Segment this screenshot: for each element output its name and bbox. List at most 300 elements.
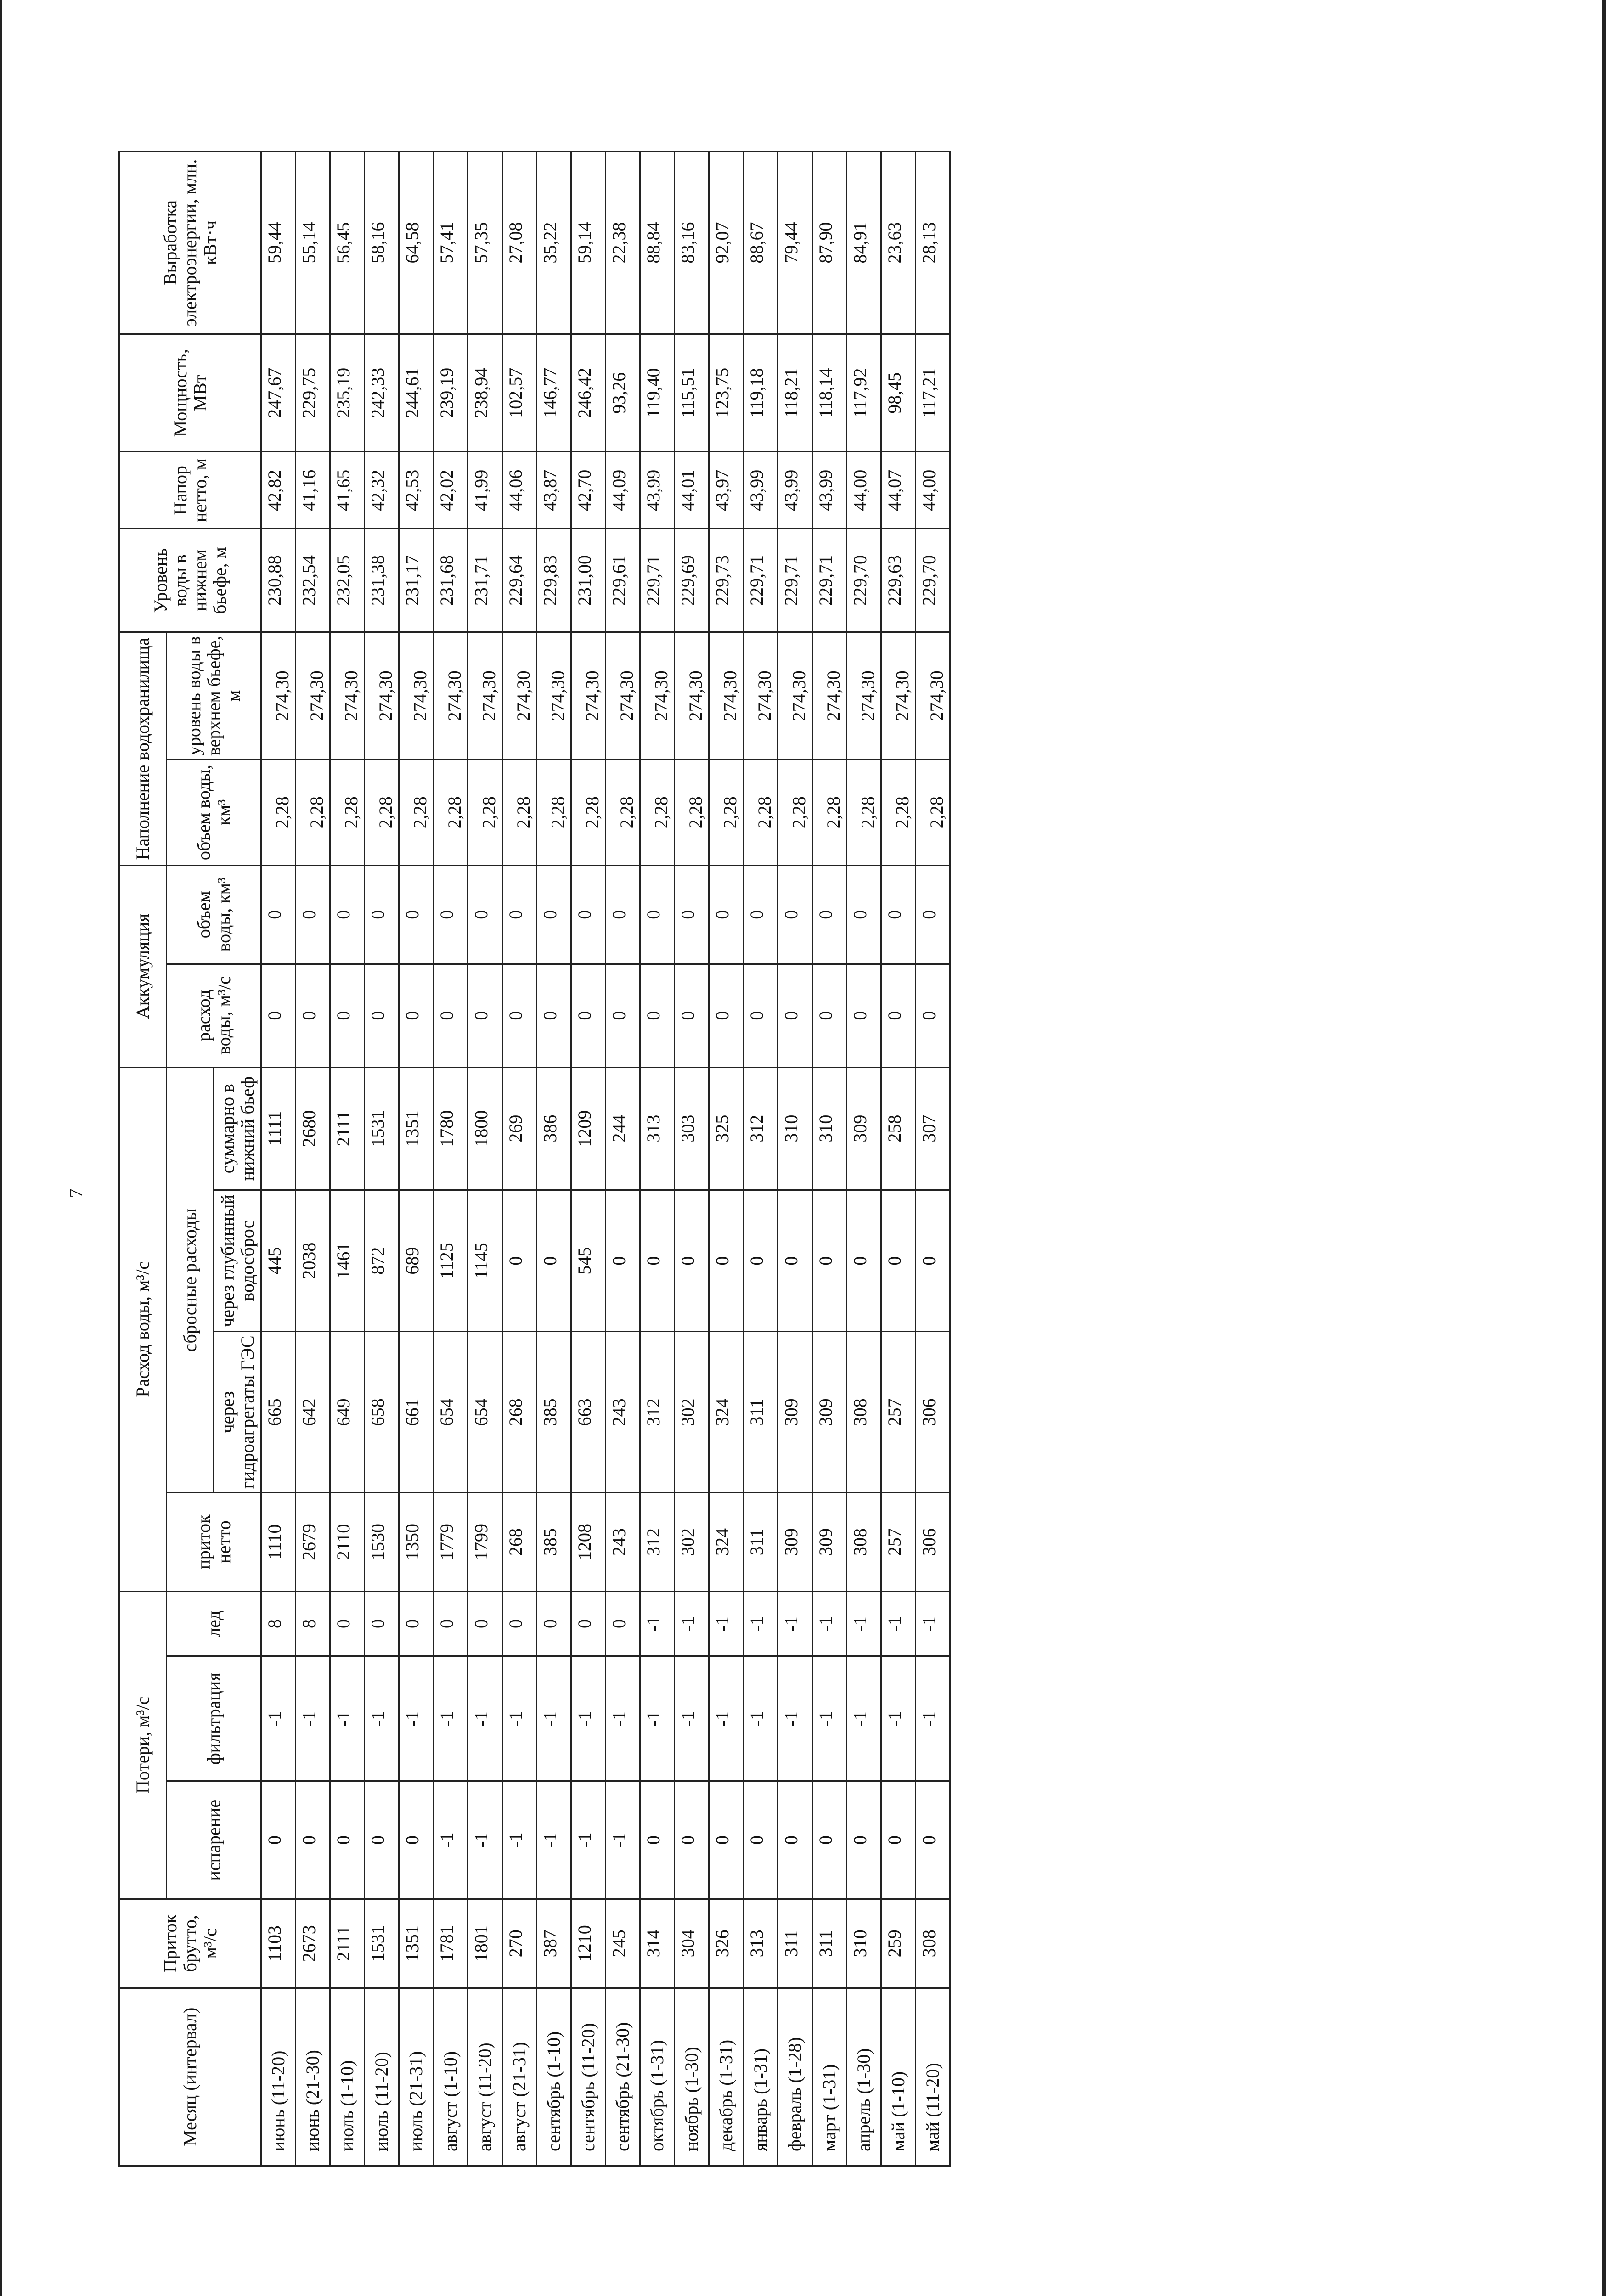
cell-total: 303 [675, 1067, 709, 1190]
cell-total: 1111 [261, 1067, 296, 1190]
cell-acc-v: 0 [709, 865, 744, 964]
header-energy: Выработка электроэнергии, млн. кВт·ч [119, 152, 261, 334]
cell-res-v: 2,28 [847, 760, 881, 865]
cell-res-v: 2,28 [365, 760, 399, 865]
cell-head: 44,00 [847, 452, 881, 529]
cell-brutto: 2673 [296, 1899, 330, 1988]
cell-energy: 83,16 [675, 152, 709, 334]
cell-res-v: 2,28 [399, 760, 434, 865]
cell-filt: -1 [778, 1656, 812, 1781]
cell-brutto: 311 [812, 1899, 847, 1988]
cell-acc-q: 0 [709, 964, 744, 1067]
cell-spill: 1145 [468, 1190, 502, 1332]
cell-acc-q: 0 [675, 964, 709, 1067]
cell-acc-q: 0 [296, 964, 330, 1067]
cell-acc-q: 0 [847, 964, 881, 1067]
cell-total: 310 [778, 1067, 812, 1190]
cell-ges: 268 [502, 1332, 537, 1493]
cell-ges: 642 [296, 1332, 330, 1493]
cell-energy: 88,67 [744, 152, 778, 334]
cell-res-v: 2,28 [916, 760, 950, 865]
cell-netto: 312 [640, 1493, 675, 1592]
cell-evap: 0 [709, 1781, 744, 1899]
cell-brutto: 308 [916, 1899, 950, 1988]
cell-power: 146,77 [537, 334, 571, 452]
cell-total: 386 [537, 1067, 571, 1190]
cell-acc-q: 0 [640, 964, 675, 1067]
cell-power: 229,75 [296, 334, 330, 452]
cell-spill: 2038 [296, 1190, 330, 1332]
cell-total: 1780 [434, 1067, 468, 1190]
cell-res-v: 2,28 [330, 760, 365, 865]
cell-spill: 0 [675, 1190, 709, 1332]
cell-total: 312 [744, 1067, 778, 1190]
cell-acc-v: 0 [812, 865, 847, 964]
cell-acc-v: 0 [537, 865, 571, 964]
cell-month: январь (1-31) [744, 1988, 778, 2166]
header-reservoir: Наполнение водохранилища [119, 632, 167, 866]
cell-filt: -1 [365, 1656, 399, 1781]
cell-acc-v: 0 [571, 865, 606, 964]
cell-tail: 232,54 [296, 529, 330, 632]
cell-total: 1800 [468, 1067, 502, 1190]
cell-res-v: 2,28 [537, 760, 571, 865]
cell-month: март (1-31) [812, 1988, 847, 2166]
cell-total: 325 [709, 1067, 744, 1190]
cell-res-v: 2,28 [744, 760, 778, 865]
table-body [261, 152, 950, 2166]
cell-head: 43,87 [537, 452, 571, 529]
cell-spill: 872 [365, 1190, 399, 1332]
cell-spill: 0 [916, 1190, 950, 1332]
header-spill: сбросные расходы [167, 1067, 214, 1493]
cell-head: 43,99 [744, 452, 778, 529]
cell-power: 247,67 [261, 334, 296, 452]
cell-ice: 0 [399, 1591, 434, 1656]
cell-brutto: 310 [847, 1899, 881, 1988]
cell-netto: 268 [502, 1493, 537, 1592]
cell-filt: -1 [812, 1656, 847, 1781]
cell-energy: 87,90 [812, 152, 847, 334]
cell-acc-q: 0 [502, 964, 537, 1067]
cell-ges: 663 [571, 1332, 606, 1493]
cell-res-v: 2,28 [606, 760, 640, 865]
cell-brutto: 259 [881, 1899, 916, 1988]
cell-power: 242,33 [365, 334, 399, 452]
cell-brutto: 245 [606, 1899, 640, 1988]
cell-tail: 229,69 [675, 529, 709, 632]
cell-netto: 2679 [296, 1493, 330, 1592]
cell-netto: 306 [916, 1493, 950, 1592]
cell-head: 42,32 [365, 452, 399, 529]
cell-head: 44,07 [881, 452, 916, 529]
cell-ice: 8 [296, 1591, 330, 1656]
cell-month: июнь (21-30) [296, 1988, 330, 2166]
cell-evap: -1 [571, 1781, 606, 1899]
cell-energy: 23,63 [881, 152, 916, 334]
cell-tail: 229,71 [812, 529, 847, 632]
cell-acc-v: 0 [296, 865, 330, 964]
cell-ges: 243 [606, 1332, 640, 1493]
cell-head: 42,53 [399, 452, 434, 529]
header-evaporation: испарение [167, 1781, 261, 1899]
header-tail-level: Уровень воды в нижнем бьефе, м [119, 529, 261, 632]
header-res-level: уровень воды в верхнем бьефе, м [167, 632, 261, 760]
cell-evap: 0 [330, 1781, 365, 1899]
cell-total: 269 [502, 1067, 537, 1190]
cell-acc-q: 0 [606, 964, 640, 1067]
cell-energy: 57,35 [468, 152, 502, 334]
cell-ges: 302 [675, 1332, 709, 1493]
cell-ice: -1 [778, 1591, 812, 1656]
cell-head: 44,09 [606, 452, 640, 529]
header-via-deep-spillway: через глубинный водосброс [214, 1190, 261, 1332]
cell-head: 42,02 [434, 452, 468, 529]
cell-acc-q: 0 [778, 964, 812, 1067]
cell-brutto: 304 [675, 1899, 709, 1988]
cell-res-v: 2,28 [571, 760, 606, 865]
cell-acc-v: 0 [778, 865, 812, 964]
cell-month: декабрь (1-31) [709, 1988, 744, 2166]
cell-ice: 0 [434, 1591, 468, 1656]
cell-res-v: 2,28 [709, 760, 744, 865]
cell-netto: 1530 [365, 1493, 399, 1592]
cell-brutto: 1210 [571, 1899, 606, 1988]
cell-ice: 0 [468, 1591, 502, 1656]
cell-tail: 231,68 [434, 529, 468, 632]
cell-res-lvl: 274,30 [916, 632, 950, 760]
cell-month: май (11-20) [916, 1988, 950, 2166]
cell-tail: 231,71 [468, 529, 502, 632]
cell-head: 41,16 [296, 452, 330, 529]
cell-res-lvl: 274,30 [365, 632, 399, 760]
cell-total: 309 [847, 1067, 881, 1190]
cell-ice: -1 [640, 1591, 675, 1656]
cell-filt: -1 [468, 1656, 502, 1781]
cell-month: июль (1-10) [330, 1988, 365, 2166]
cell-filt: -1 [330, 1656, 365, 1781]
cell-res-lvl: 274,30 [468, 632, 502, 760]
cell-res-v: 2,28 [812, 760, 847, 865]
cell-acc-v: 0 [847, 865, 881, 964]
cell-head: 43,99 [812, 452, 847, 529]
cell-month: сентябрь (1-10) [537, 1988, 571, 2166]
cell-power: 238,94 [468, 334, 502, 452]
cell-res-lvl: 274,30 [537, 632, 571, 760]
cell-tail: 229,73 [709, 529, 744, 632]
cell-ice: -1 [916, 1591, 950, 1656]
cell-evap: -1 [502, 1781, 537, 1899]
cell-power: 117,21 [916, 334, 950, 452]
cell-ice: 0 [365, 1591, 399, 1656]
cell-tail: 229,71 [778, 529, 812, 632]
header-inflow-net: приток нетто [167, 1493, 261, 1592]
cell-acc-q: 0 [365, 964, 399, 1067]
cell-total: 1209 [571, 1067, 606, 1190]
cell-month: сентябрь (21-30) [606, 1988, 640, 2166]
cell-res-lvl: 274,30 [296, 632, 330, 760]
cell-acc-q: 0 [881, 964, 916, 1067]
cell-tail: 229,70 [847, 529, 881, 632]
cell-brutto: 311 [778, 1899, 812, 1988]
cell-tail: 230,88 [261, 529, 296, 632]
cell-month: июль (11-20) [365, 1988, 399, 2166]
cell-netto: 1799 [468, 1493, 502, 1592]
cell-acc-v: 0 [330, 865, 365, 964]
cell-acc-q: 0 [399, 964, 434, 1067]
cell-power: 119,18 [744, 334, 778, 452]
cell-netto: 1350 [399, 1493, 434, 1592]
cell-netto: 385 [537, 1493, 571, 1592]
cell-acc-v: 0 [640, 865, 675, 964]
cell-head: 44,00 [916, 452, 950, 529]
header-losses: Потери, м³/с [119, 1591, 167, 1899]
cell-total: 2111 [330, 1067, 365, 1190]
cell-filt: -1 [744, 1656, 778, 1781]
cell-power: 119,40 [640, 334, 675, 452]
cell-spill: 0 [606, 1190, 640, 1332]
cell-power: 102,57 [502, 334, 537, 452]
cell-netto: 308 [847, 1493, 881, 1592]
cell-ice: 0 [502, 1591, 537, 1656]
cell-ges: 385 [537, 1332, 571, 1493]
cell-acc-v: 0 [916, 865, 950, 964]
cell-head: 43,97 [709, 452, 744, 529]
scan-edge-left [0, 0, 2, 2296]
cell-spill: 0 [640, 1190, 675, 1332]
cell-ice: 0 [330, 1591, 365, 1656]
cell-acc-q: 0 [261, 964, 296, 1067]
cell-evap: 0 [778, 1781, 812, 1899]
cell-res-v: 2,28 [296, 760, 330, 865]
cell-ice: 0 [606, 1591, 640, 1656]
cell-power: 123,75 [709, 334, 744, 452]
cell-evap: 0 [365, 1781, 399, 1899]
cell-ges: 654 [468, 1332, 502, 1493]
cell-acc-q: 0 [434, 964, 468, 1067]
cell-filt: -1 [881, 1656, 916, 1781]
cell-netto: 309 [778, 1493, 812, 1592]
header-res-volume: объем воды, км³ [167, 760, 261, 865]
cell-res-lvl: 274,30 [399, 632, 434, 760]
cell-tail: 229,70 [916, 529, 950, 632]
cell-ges: 257 [881, 1332, 916, 1493]
cell-energy: 59,14 [571, 152, 606, 334]
cell-res-lvl: 274,30 [571, 632, 606, 760]
cell-netto: 302 [675, 1493, 709, 1592]
cell-ice: -1 [744, 1591, 778, 1656]
cell-spill: 0 [744, 1190, 778, 1332]
cell-brutto: 1801 [468, 1899, 502, 1988]
cell-spill: 545 [571, 1190, 606, 1332]
cell-ges: 661 [399, 1332, 434, 1493]
cell-acc-q: 0 [812, 964, 847, 1067]
cell-month: июль (21-31) [399, 1988, 434, 2166]
cell-acc-q: 0 [744, 964, 778, 1067]
cell-spill: 0 [537, 1190, 571, 1332]
cell-spill: 1461 [330, 1190, 365, 1332]
cell-total: 2680 [296, 1067, 330, 1190]
cell-ges: 309 [812, 1332, 847, 1493]
cell-energy: 79,44 [778, 152, 812, 334]
header-head: Напор нетто, м [119, 452, 261, 529]
cell-spill: 1125 [434, 1190, 468, 1332]
cell-total: 307 [916, 1067, 950, 1190]
cell-power: 98,45 [881, 334, 916, 452]
cell-power: 235,19 [330, 334, 365, 452]
cell-evap: -1 [537, 1781, 571, 1899]
cell-ges: 324 [709, 1332, 744, 1493]
cell-filt: -1 [434, 1656, 468, 1781]
cell-res-lvl: 274,30 [606, 632, 640, 760]
header-via-units: через гидроагрегаты ГЭС [214, 1332, 261, 1493]
cell-res-lvl: 274,30 [812, 632, 847, 760]
cell-ges: 658 [365, 1332, 399, 1493]
cell-res-lvl: 274,30 [778, 632, 812, 760]
cell-head: 42,70 [571, 452, 606, 529]
cell-filt: -1 [537, 1656, 571, 1781]
rotated-table-wrapper [118, 151, 1501, 2167]
cell-brutto: 326 [709, 1899, 744, 1988]
cell-res-lvl: 274,30 [434, 632, 468, 760]
cell-month: ноябрь (1-30) [675, 1988, 709, 2166]
cell-res-lvl: 274,30 [881, 632, 916, 760]
cell-tail: 232,05 [330, 529, 365, 632]
cell-total: 1531 [365, 1067, 399, 1190]
cell-power: 246,42 [571, 334, 606, 452]
cell-tail: 231,17 [399, 529, 434, 632]
cell-evap: -1 [434, 1781, 468, 1899]
cell-energy: 35,22 [537, 152, 571, 334]
cell-energy: 56,45 [330, 152, 365, 334]
cell-total: 1351 [399, 1067, 434, 1190]
cell-energy: 64,58 [399, 152, 434, 334]
cell-res-v: 2,28 [434, 760, 468, 865]
cell-evap: 0 [399, 1781, 434, 1899]
cell-evap: 0 [916, 1781, 950, 1899]
cell-month: сентябрь (11-20) [571, 1988, 606, 2166]
cell-head: 44,01 [675, 452, 709, 529]
header-accumulation: Аккумуляция [119, 865, 167, 1067]
cell-acc-v: 0 [606, 865, 640, 964]
cell-power: 239,19 [434, 334, 468, 452]
cell-ges: 308 [847, 1332, 881, 1493]
cell-evap: 0 [847, 1781, 881, 1899]
cell-month: май (1-10) [881, 1988, 916, 2166]
cell-month: октябрь (1-31) [640, 1988, 675, 2166]
header-acc-flow: расход воды, м³/с [167, 964, 261, 1067]
cell-month: август (1-10) [434, 1988, 468, 2166]
cell-filt: -1 [261, 1656, 296, 1781]
scan-edge-right [1602, 0, 1606, 2296]
cell-spill: 0 [847, 1190, 881, 1332]
cell-acc-q: 0 [468, 964, 502, 1067]
cell-ice: 0 [571, 1591, 606, 1656]
cell-acc-v: 0 [675, 865, 709, 964]
cell-acc-v: 0 [468, 865, 502, 964]
cell-tail: 231,00 [571, 529, 606, 632]
cell-netto: 1110 [261, 1493, 296, 1592]
cell-evap: 0 [744, 1781, 778, 1899]
cell-head: 43,99 [640, 452, 675, 529]
cell-acc-v: 0 [502, 865, 537, 964]
cell-spill: 0 [778, 1190, 812, 1332]
cell-evap: 0 [296, 1781, 330, 1899]
cell-spill: 445 [261, 1190, 296, 1332]
cell-brutto: 2111 [330, 1899, 365, 1988]
cell-ice: -1 [881, 1591, 916, 1656]
cell-netto: 257 [881, 1493, 916, 1592]
cell-filt: -1 [296, 1656, 330, 1781]
cell-evap: 0 [881, 1781, 916, 1899]
cell-power: 118,21 [778, 334, 812, 452]
cell-power: 115,51 [675, 334, 709, 452]
cell-acc-q: 0 [571, 964, 606, 1067]
header-month: Месяц (интервал) [119, 1988, 261, 2166]
cell-res-lvl: 274,30 [675, 632, 709, 760]
cell-energy: 22,38 [606, 152, 640, 334]
cell-evap: 0 [675, 1781, 709, 1899]
cell-res-v: 2,28 [468, 760, 502, 865]
cell-power: 118,14 [812, 334, 847, 452]
cell-energy: 58,16 [365, 152, 399, 334]
cell-brutto: 387 [537, 1899, 571, 1988]
cell-tail: 229,64 [502, 529, 537, 632]
cell-ice: 0 [537, 1591, 571, 1656]
cell-head: 41,65 [330, 452, 365, 529]
cell-energy: 28,13 [916, 152, 950, 334]
cell-ges: 654 [434, 1332, 468, 1493]
cell-power: 244,61 [399, 334, 434, 452]
cell-energy: 55,14 [296, 152, 330, 334]
cell-res-v: 2,28 [261, 760, 296, 865]
cell-ice: -1 [675, 1591, 709, 1656]
cell-brutto: 313 [744, 1899, 778, 1988]
cell-netto: 309 [812, 1493, 847, 1592]
cell-head: 44,06 [502, 452, 537, 529]
cell-tail: 229,71 [744, 529, 778, 632]
cell-total: 313 [640, 1067, 675, 1190]
cell-filt: -1 [847, 1656, 881, 1781]
cell-evap: 0 [812, 1781, 847, 1899]
cell-res-lvl: 274,30 [744, 632, 778, 760]
cell-spill: 0 [502, 1190, 537, 1332]
cell-brutto: 1781 [434, 1899, 468, 1988]
cell-energy: 59,44 [261, 152, 296, 334]
cell-ice: 8 [261, 1591, 296, 1656]
cell-filt: -1 [640, 1656, 675, 1781]
cell-acc-q: 0 [916, 964, 950, 1067]
cell-tail: 229,71 [640, 529, 675, 632]
cell-brutto: 1351 [399, 1899, 434, 1988]
cell-filt: -1 [571, 1656, 606, 1781]
cell-total: 310 [812, 1067, 847, 1190]
cell-energy: 27,08 [502, 152, 537, 334]
cell-power: 117,92 [847, 334, 881, 452]
reservoir-regime-table [118, 151, 951, 2167]
cell-ges: 311 [744, 1332, 778, 1493]
cell-res-lvl: 274,30 [330, 632, 365, 760]
cell-head: 43,99 [778, 452, 812, 529]
cell-ges: 312 [640, 1332, 675, 1493]
cell-acc-v: 0 [365, 865, 399, 964]
cell-spill: 689 [399, 1190, 434, 1332]
cell-month: апрель (1-30) [847, 1988, 881, 2166]
cell-acc-v: 0 [434, 865, 468, 964]
cell-ice: -1 [709, 1591, 744, 1656]
cell-brutto: 314 [640, 1899, 675, 1988]
header-ice: лед [167, 1591, 261, 1656]
